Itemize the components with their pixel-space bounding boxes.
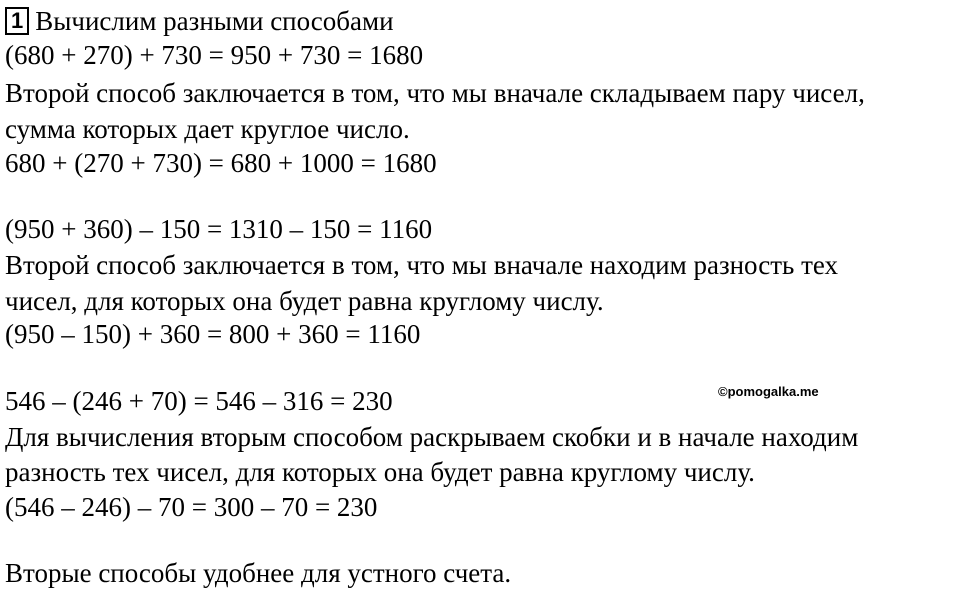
example1-explanation-line2: сумма которых дает круглое число.: [5, 114, 410, 144]
task-heading: Вычислим разными способами: [35, 6, 394, 36]
example1-alt-equation: 680 + (270 + 730) = 680 + 1000 = 1680: [5, 148, 437, 178]
task-number-box: 1: [5, 7, 29, 35]
example3-explanation-line1: Для вычисления вторым способом раскрываем скобки и в начале находим: [5, 422, 859, 452]
example2-explanation-line2: чисел, для которых она будет равна круглому числу.: [5, 286, 604, 316]
example1-equation: (680 + 270) + 730 = 950 + 730 = 1680: [5, 40, 424, 70]
example2-alt-equation: (950 – 150) + 360 = 800 + 360 = 1160: [5, 319, 421, 349]
watermark: ©pomogalka.me: [718, 384, 819, 399]
example2-equation: (950 + 360) – 150 = 1310 – 150 = 1160: [5, 214, 433, 244]
example3-alt-equation: (546 – 246) – 70 = 300 – 70 = 230: [5, 492, 378, 522]
conclusion-text: Вторые способы удобнее для устного счета.: [5, 558, 512, 588]
example1-explanation-line1: Второй способ заключается в том, что мы вначале складываем пару чисел,: [5, 78, 865, 108]
example3-explanation-line2: разность тех чисел, для которых она будет равна круглому числу.: [5, 457, 755, 487]
task-header: [5, 4, 394, 38]
example3-equation: 546 – (246 + 70) = 546 – 316 = 230: [5, 386, 393, 416]
example2-explanation-line1: Второй способ заключается в том, что мы вначале находим разность тех: [5, 250, 839, 280]
